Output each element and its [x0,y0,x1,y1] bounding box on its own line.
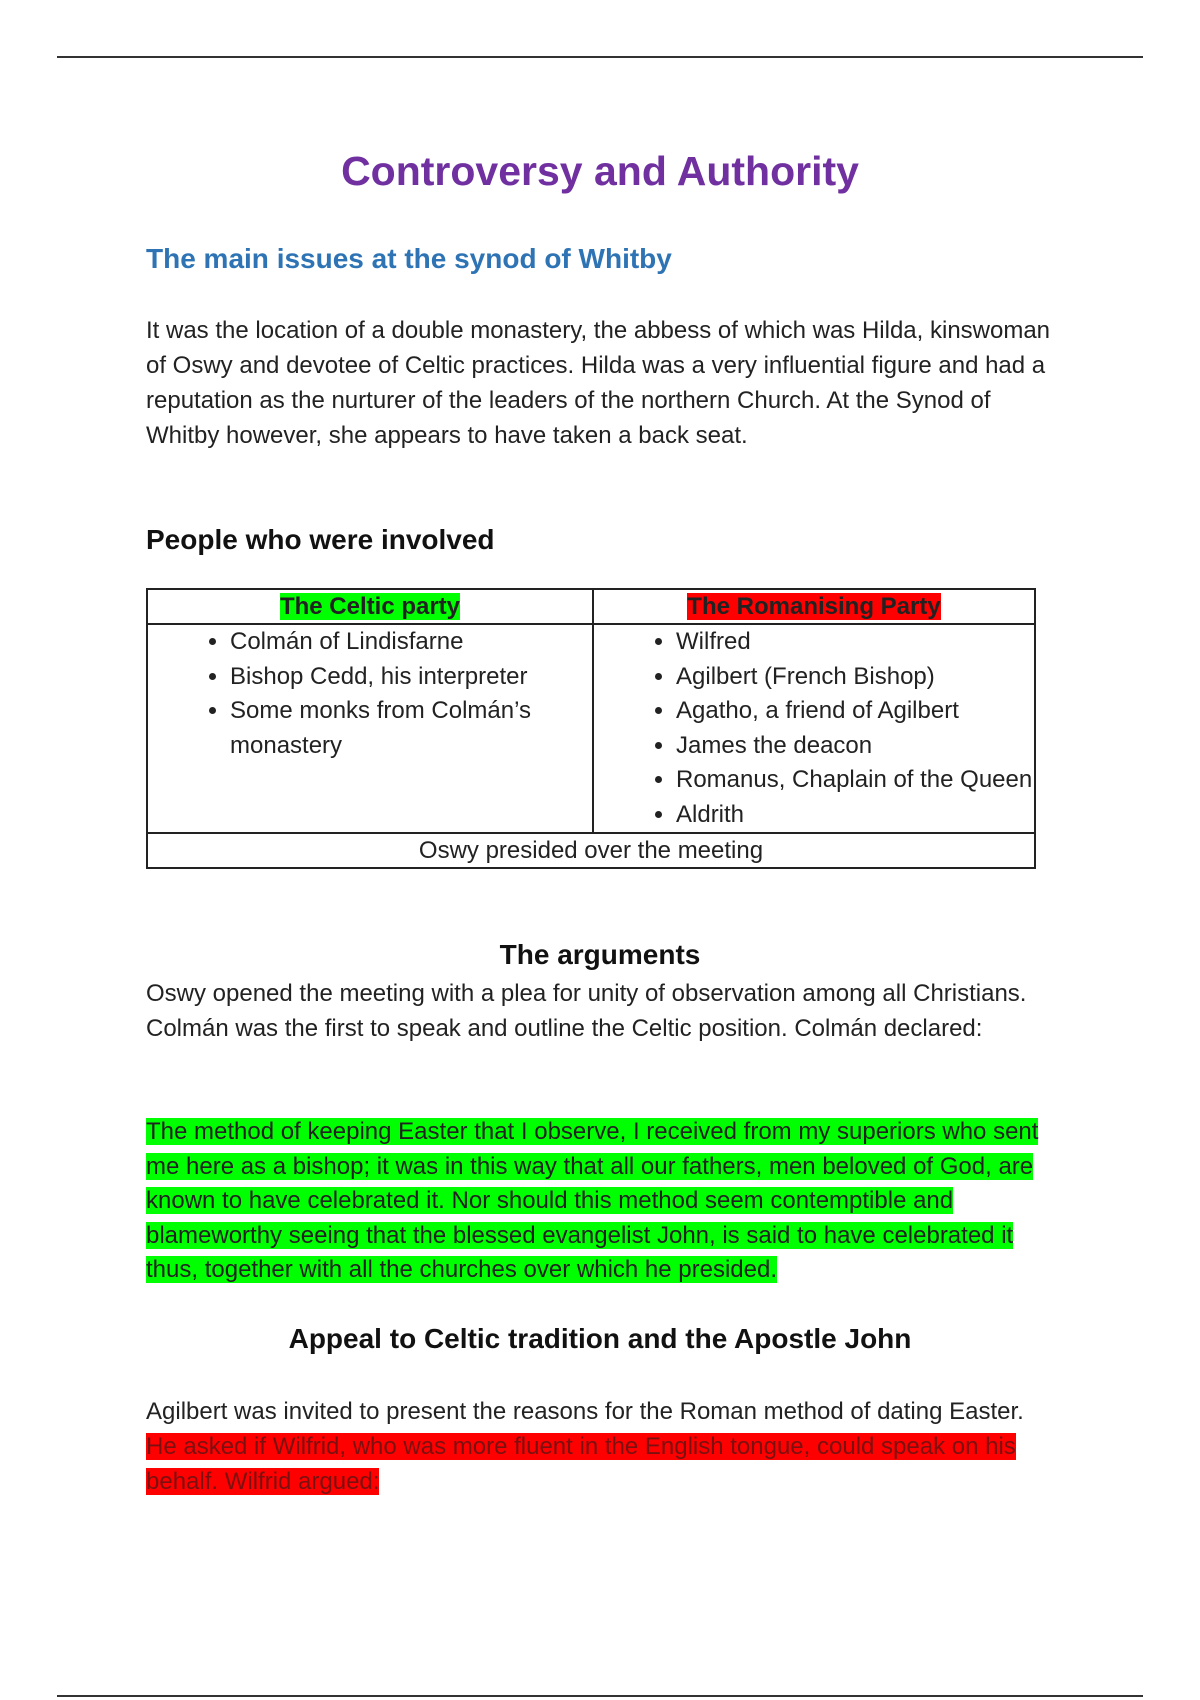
list-item: • Agilbert (French Bishop) [676,660,1034,695]
list-item: • Romanus, Chaplain of the Queen [676,763,1034,798]
roman-members-cell [593,624,1035,833]
roman-party-header: The Romanising Party [687,593,941,620]
people-heading: People who were involved [146,524,495,555]
appeal-heading: Appeal to Celtic tradition and the Apostle John [288,1323,912,1354]
list-item: • James the deacon [676,729,1034,764]
roman-party-header-cell [593,589,1035,624]
intro-paragraph: It was the location of a double monastery, the abbess of which was Hilda, kinswoman of Oswy and devotee of Celtic practices. Hilda was a very influential figure and had a reputation as the nurturer of the leaders of the northern Church. At the Synod of Whitby however, she appears to have taken a back seat. [146,317,1051,449]
list-item: • Some monks from Colmán’s monastery [230,694,592,763]
list-item: • Wilfred [676,625,1034,660]
people-table-footer-row [147,833,1035,868]
top-page-rule [57,56,1143,58]
arguments-paragraph: Oswy opened the meeting with a plea for unity of observation among all Christians. Colmán was the first to speak and outline the Celtic position. Colmán declared: [146,980,1027,1042]
colman-quote-text: The method of keeping Easter that I observe, I received from my superiors who sent me here as a bishop; it was in this way that all our fathers, men beloved of God, are known to have celebrated it. Nor should this method seem contemptible and blameworthy seeing that the blessed evangelist John, is said to have celebrated it thus, together with all the churches over which he presided. [146,1118,1039,1284]
section-subtitle: The main issues at the synod of Whitby [146,243,672,274]
list-item: • Agatho, a friend of Agilbert [676,694,1034,729]
agilbert-paragraph-plain: Agilbert was invited to present the reasons for the Roman method of dating Easter. [146,1398,1024,1425]
people-table-header-row [147,589,1035,624]
page-title: Controversy and Authority [341,148,859,194]
people-table-members-row [147,624,1035,833]
people-table [146,588,1036,869]
bottom-page-rule [57,1695,1143,1697]
colman-quote [146,1115,1066,1288]
roman-members-list [594,625,1034,832]
list-item: • Colmán of Lindisfarne [230,625,592,660]
agilbert-paragraph [146,1394,1046,1499]
list-item: • Bishop Cedd, his interpreter [230,660,592,695]
celtic-members-cell [147,624,593,833]
list-item: • Aldrith [676,798,1034,833]
agilbert-paragraph-highlight: He asked if Wilfrid, who was more fluent in the English tongue, could speak on his behalf. Wilfrid argued: [146,1433,1016,1495]
celtic-party-header: The Celtic party [279,593,461,620]
presided-footer: Oswy presided over the meeting [147,833,1035,868]
celtic-party-header-cell [147,589,593,624]
arguments-heading: The arguments [499,939,701,970]
celtic-members-list [148,625,592,763]
